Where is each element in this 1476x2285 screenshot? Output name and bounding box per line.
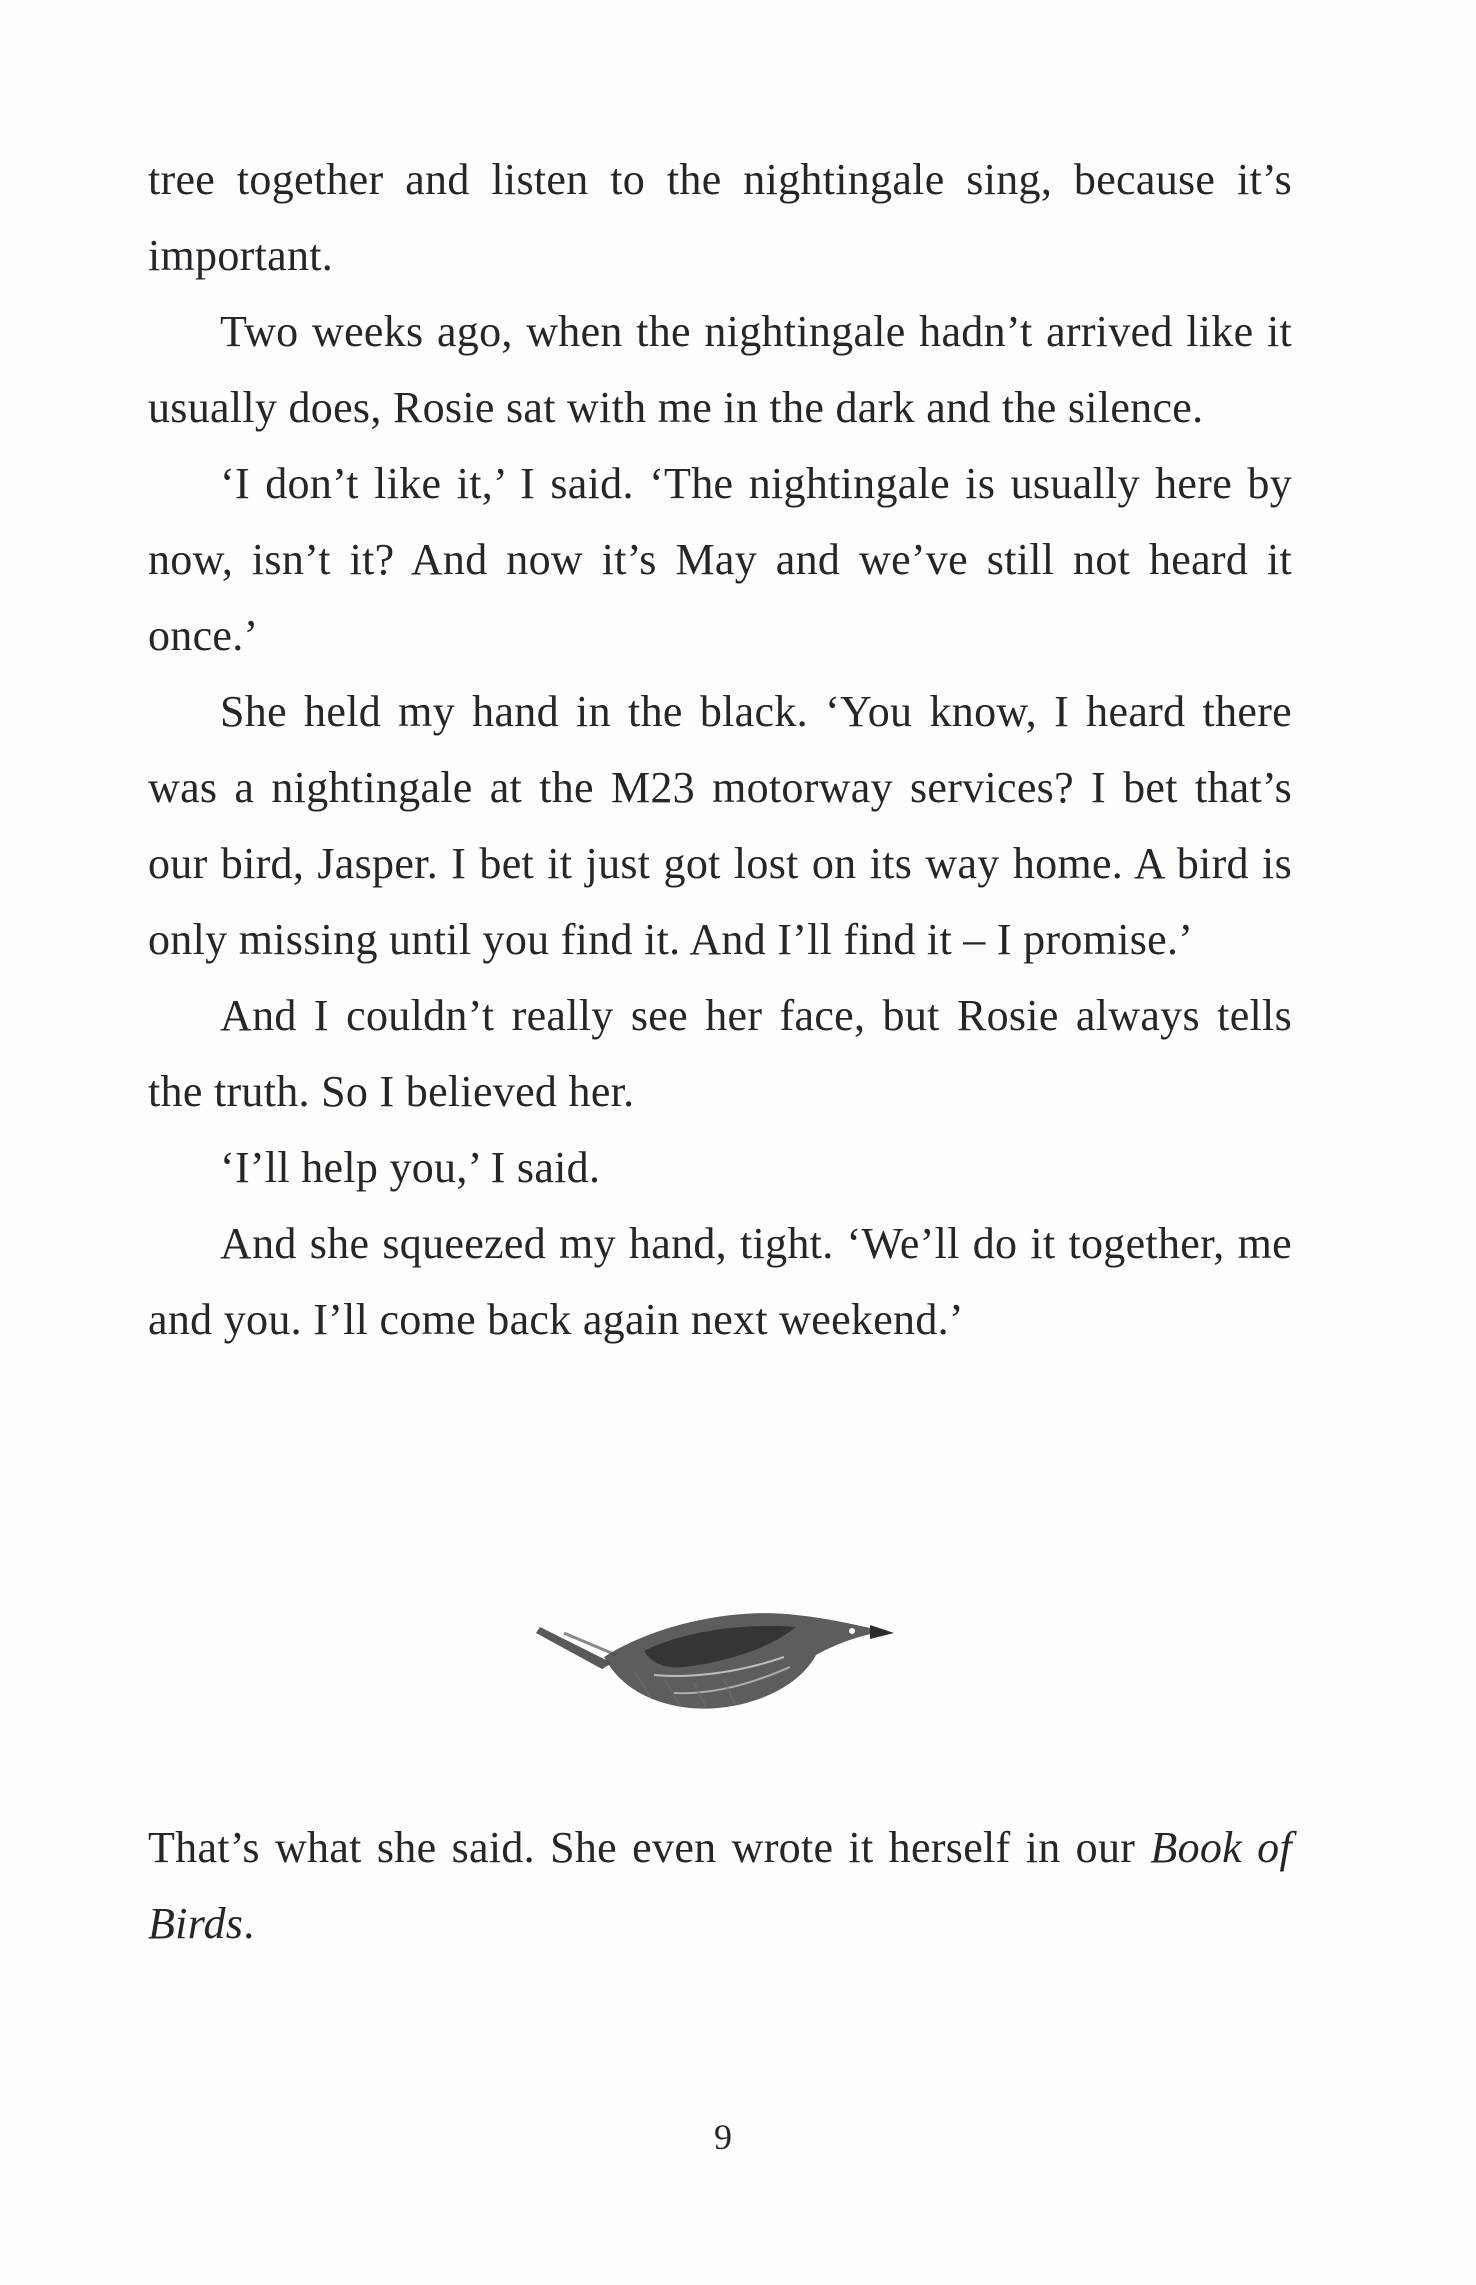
paragraph-text: That’s what she said. She even wrote it herself in our: [148, 1823, 1136, 1872]
upper-text-block: [148, 142, 1292, 1358]
paragraph-continued: tree together and listen to the nightingale sing, because it’s important.: [148, 155, 1292, 280]
end-punctuation: .: [243, 1899, 255, 1948]
lower-text-block: [148, 1810, 1292, 1962]
page-number: 9: [714, 2117, 732, 2157]
paragraph: She held my hand in the black. ‘You know, I heard there was a nightingale at the M23 motorway services? I bet that’s our bird, Jasper. I bet it just got lost on its way home. A bird is only missing until you find it. And I’ll find it – I promise.’: [148, 687, 1292, 964]
paragraph: [148, 1810, 1292, 1962]
book-title: Book of Birds: [148, 1823, 1292, 1948]
paragraph: And I couldn’t really see her face, but Rosie always tells the truth. So I believed her.: [148, 991, 1292, 1116]
paragraph: And she squeezed my hand, tight. ‘We’ll do it together, me and you. I’ll come back again next weekend.’: [148, 1219, 1292, 1344]
bird-illustration-icon: [534, 1575, 894, 1735]
paragraph: ‘I’ll help you,’ I said.: [220, 1143, 601, 1192]
paragraph: Two weeks ago, when the nightingale hadn’t arrived like it usually does, Rosie sat with me in the dark and the silence.: [148, 307, 1292, 432]
paragraph: ‘I don’t like it,’ I said. ‘The nightingale is usually here by now, isn’t it? And now it’s May and we’ve still not heard it once.’: [148, 459, 1292, 660]
